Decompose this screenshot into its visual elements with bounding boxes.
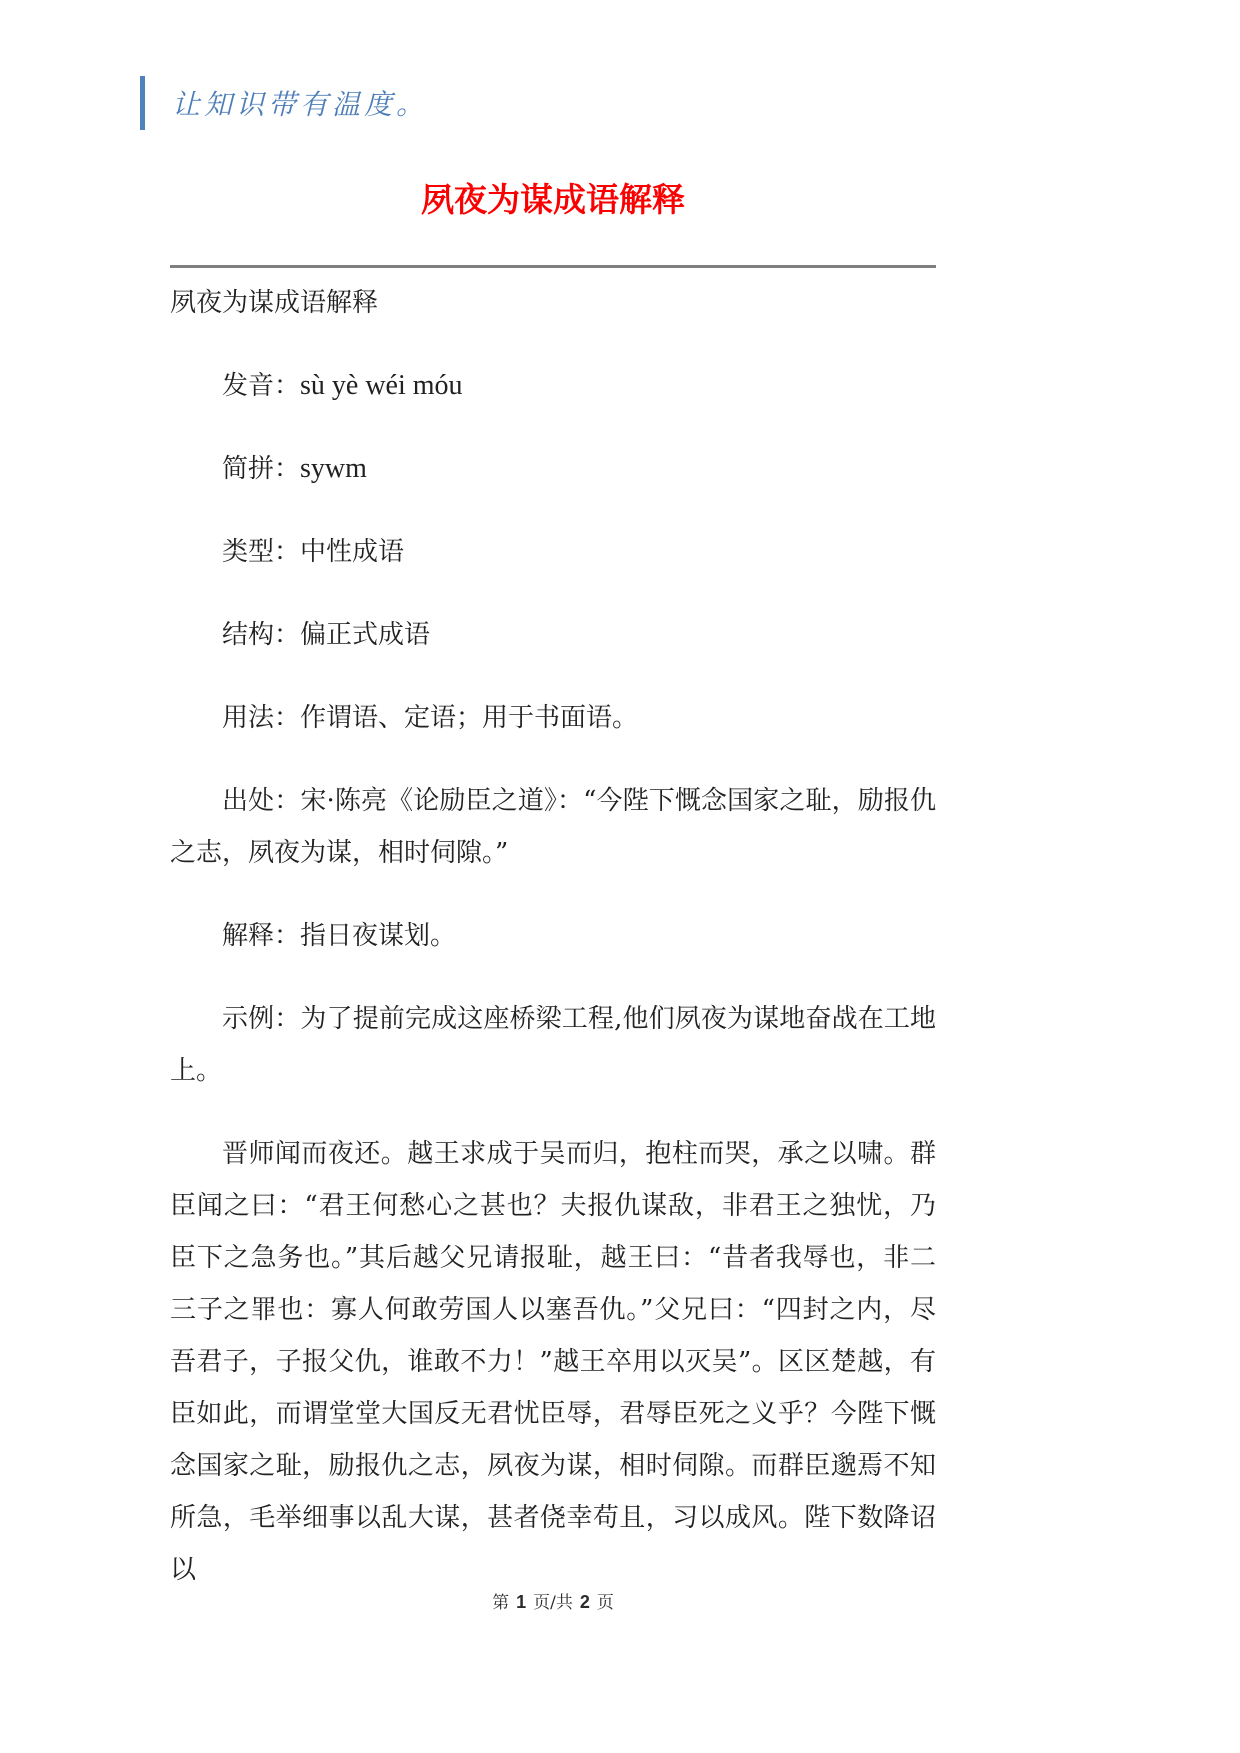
field-structure xyxy=(170,609,936,661)
field-example xyxy=(170,993,936,1097)
field-label: 发音： xyxy=(222,371,301,401)
field-label: 用法： xyxy=(222,703,301,733)
field-source xyxy=(170,775,936,879)
field-type xyxy=(170,526,936,578)
page-title: 夙夜为谋成语解释 xyxy=(421,181,685,218)
field-value: 作谓语、定语；用于书面语。 xyxy=(300,703,639,733)
field-label: 简拼： xyxy=(222,454,301,484)
field-value: 指日夜谋划。 xyxy=(300,921,457,951)
field-label: 类型： xyxy=(222,537,301,567)
page-footer xyxy=(170,1588,936,1613)
header-slogan: 让知识带有温度。 xyxy=(172,88,429,121)
field-label: 出处： xyxy=(222,786,301,816)
story-paragraph: 晋师闻而夜还。越王求成于吴而归，抱柱而哭，承之以啸。群臣闻之曰：“君王何愁心之甚也？夫报仇谋敌，非君王之独忧，乃臣下之急务也。”其后越父兄请报耻，越王曰：“昔者我辱也，非二三子之罪也：寡人何敢劳国人以塞吾仇。”父兄曰：“四封之内，尽吾君子，子报父仇，谁敢不力！”越王卒用以灭吴”。区区楚越，有臣如此，而谓堂堂大国反无君忧臣辱，君辱臣死之义乎？今陛下慨念国家之耻，励报仇之志，夙夜为谋，相时伺隙。而群臣邈焉不知所急，毛举细事以乱大谋，甚者侥幸苟且，习以成风。陛下数降诏以 xyxy=(170,1139,936,1585)
total-pages: 2 xyxy=(579,1592,590,1612)
page-header xyxy=(140,76,428,130)
page-number: 1 xyxy=(516,1592,527,1612)
field-pronunciation xyxy=(170,360,936,412)
footer-text: 页 xyxy=(596,1593,614,1613)
field-value: sù yè wéi móu xyxy=(300,370,463,401)
field-value: 中性成语 xyxy=(300,537,405,567)
field-value: 偏正式成语 xyxy=(300,620,431,650)
intro-line: 夙夜为谋成语解释 xyxy=(170,288,379,318)
field-value: sywm xyxy=(300,453,367,484)
field-label: 示例： xyxy=(222,1004,301,1034)
header-accent-bar xyxy=(140,76,145,130)
document-body xyxy=(170,277,936,1627)
field-explanation xyxy=(170,910,936,962)
field-usage xyxy=(170,692,936,744)
field-value: 为了提前完成这座桥梁工程,他们夙夜为谋地奋战在工地上。 xyxy=(170,1004,936,1086)
field-abbreviation xyxy=(170,443,936,495)
field-value: 宋·陈亮《论励臣之道》：“今陛下慨念国家之耻，励报仇之志，夙夜为谋，相时伺隙。” xyxy=(170,786,936,868)
field-label: 解释： xyxy=(222,921,301,951)
field-label: 结构： xyxy=(222,620,301,650)
footer-text: 页/共 xyxy=(533,1593,573,1613)
footer-text: 第 xyxy=(492,1593,510,1613)
title-divider xyxy=(170,265,936,268)
